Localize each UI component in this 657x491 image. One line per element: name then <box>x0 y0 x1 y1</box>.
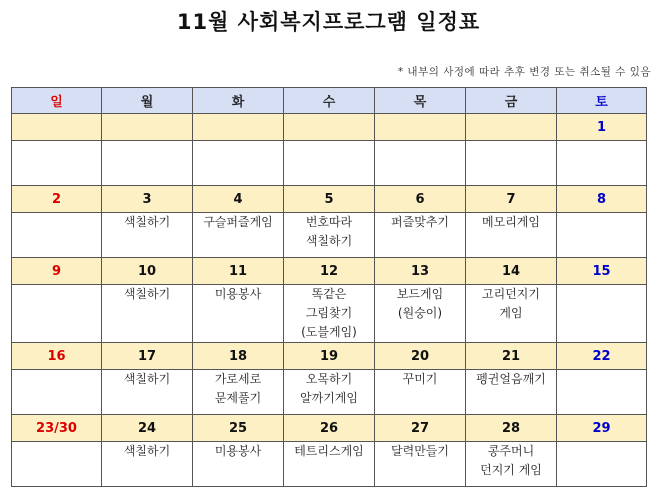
date-cell-sat: 22 <box>557 343 647 370</box>
activity-cell-thu <box>375 141 466 186</box>
activity-cell-wed <box>284 285 375 343</box>
weekday-thu: 목 <box>375 88 466 114</box>
activity-cell-mon <box>102 442 193 487</box>
weekday-wed: 수 <box>284 88 375 114</box>
activity-label: 알까기게임 <box>300 391 358 405</box>
activity-row <box>12 141 647 186</box>
date-row <box>12 258 647 285</box>
activity-label: 미용봉사 <box>214 444 262 458</box>
date-cell-tue: 18 <box>193 343 284 370</box>
weekday-header-row <box>12 88 647 114</box>
activity-label: 오목하기 <box>305 372 353 386</box>
activity-label: 번호따라 <box>305 215 353 229</box>
activity-cell-mon <box>102 370 193 415</box>
date-cell-tue <box>193 114 284 141</box>
activity-cell-mon <box>102 213 193 258</box>
activity-cell-sat <box>557 141 647 186</box>
date-cell-sun: 9 <box>12 258 102 285</box>
activity-cell-thu <box>375 213 466 258</box>
activity-label: 퍼즐맞추기 <box>391 215 449 229</box>
date-cell-tue: 25 <box>193 415 284 442</box>
weekday-mon: 월 <box>102 88 193 114</box>
activity-label: 메모리게임 <box>482 215 540 229</box>
activity-cell-sun <box>12 370 102 415</box>
activity-cell-sun <box>12 442 102 487</box>
activity-label: 고리던지기 <box>482 287 540 301</box>
activity-cell-thu <box>375 370 466 415</box>
activity-cell-tue <box>193 370 284 415</box>
date-cell-wed: 19 <box>284 343 375 370</box>
activity-cell-sun <box>12 285 102 343</box>
date-cell-sun <box>12 114 102 141</box>
activity-label: 꾸미기 <box>402 372 438 386</box>
date-cell-wed: 12 <box>284 258 375 285</box>
date-cell-sun: 16 <box>12 343 102 370</box>
date-cell-mon: 17 <box>102 343 193 370</box>
date-cell-tue: 11 <box>193 258 284 285</box>
activity-label: 가로세로 <box>214 372 262 386</box>
date-cell-wed: 26 <box>284 415 375 442</box>
date-cell-fri: 21 <box>466 343 557 370</box>
schedule-notice: * 내부의 사정에 따라 추후 변경 또는 취소될 수 있음 <box>397 66 651 78</box>
activity-cell-tue <box>193 442 284 487</box>
date-cell-thu: 27 <box>375 415 466 442</box>
activity-cell-sat <box>557 213 647 258</box>
weekday-sat: 토 <box>557 88 647 114</box>
activity-cell-thu <box>375 442 466 487</box>
activity-label: 색칠하기 <box>123 215 171 229</box>
date-cell-sun: 2 <box>12 186 102 213</box>
date-cell-sat: 8 <box>557 186 647 213</box>
date-cell-thu: 6 <box>375 186 466 213</box>
date-cell-sat: 15 <box>557 258 647 285</box>
activity-cell-thu <box>375 285 466 343</box>
activity-cell-sat <box>557 370 647 415</box>
activity-cell-mon <box>102 285 193 343</box>
activity-cell-fri <box>466 285 557 343</box>
date-cell-fri: 28 <box>466 415 557 442</box>
date-cell-fri: 14 <box>466 258 557 285</box>
activity-cell-sun <box>12 213 102 258</box>
date-cell-sun: 23/30 <box>12 415 102 442</box>
date-cell-fri: 7 <box>466 186 557 213</box>
activity-label: 색칠하기 <box>123 287 171 301</box>
activity-label: (도블게임) <box>301 325 357 339</box>
activity-cell-sat <box>557 442 647 487</box>
date-cell-mon: 10 <box>102 258 193 285</box>
activity-cell-wed <box>284 141 375 186</box>
activity-cell-tue <box>193 213 284 258</box>
activity-row <box>12 442 647 487</box>
activity-cell-fri <box>466 442 557 487</box>
date-row <box>12 186 647 213</box>
activity-label: 그림찾기 <box>305 306 353 320</box>
activity-cell-fri <box>466 213 557 258</box>
date-cell-fri <box>466 114 557 141</box>
date-cell-wed: 5 <box>284 186 375 213</box>
activity-cell-wed <box>284 370 375 415</box>
activity-label: 색칠하기 <box>123 444 171 458</box>
activity-cell-sun <box>12 141 102 186</box>
activity-row <box>12 213 647 258</box>
activity-cell-fri <box>466 370 557 415</box>
activity-label: 보드게임 <box>396 287 444 301</box>
date-cell-mon <box>102 114 193 141</box>
activity-label: 똑같은 <box>311 287 347 301</box>
date-row <box>12 415 647 442</box>
activity-label: 색칠하기 <box>305 234 353 248</box>
weekday-sun: 일 <box>12 88 102 114</box>
activity-label: 문제풀기 <box>214 391 262 405</box>
weekday-fri: 금 <box>466 88 557 114</box>
date-cell-thu: 13 <box>375 258 466 285</box>
activity-label: 던지기 게임 <box>480 463 542 477</box>
date-cell-tue: 4 <box>193 186 284 213</box>
page-title: 11월 사회복지프로그램 일정표 <box>176 10 481 34</box>
activity-cell-wed <box>284 442 375 487</box>
activity-label: 펭귄얼음깨기 <box>476 372 546 386</box>
activity-label: 미용봉사 <box>214 287 262 301</box>
date-row <box>12 114 647 141</box>
activity-label: 게임 <box>499 306 523 320</box>
activity-cell-tue <box>193 285 284 343</box>
activity-cell-sat <box>557 285 647 343</box>
activity-row <box>12 370 647 415</box>
date-cell-thu <box>375 114 466 141</box>
date-cell-sat: 1 <box>557 114 647 141</box>
activity-label: (원숭이) <box>397 306 443 320</box>
date-cell-sat: 29 <box>557 415 647 442</box>
activity-label: 달력만들기 <box>391 444 449 458</box>
activity-cell-tue <box>193 141 284 186</box>
activity-cell-wed <box>284 213 375 258</box>
date-row <box>12 343 647 370</box>
date-cell-wed <box>284 114 375 141</box>
activity-label: 색칠하기 <box>123 372 171 386</box>
activity-row <box>12 285 647 343</box>
date-cell-thu: 20 <box>375 343 466 370</box>
activity-label: 콩주머니 <box>487 444 535 458</box>
date-cell-mon: 3 <box>102 186 193 213</box>
calendar-body <box>12 114 647 487</box>
activity-cell-mon <box>102 141 193 186</box>
activity-cell-fri <box>466 141 557 186</box>
weekday-tue: 화 <box>193 88 284 114</box>
schedule-calendar <box>11 87 647 487</box>
activity-label: 테트리스게임 <box>294 444 364 458</box>
date-cell-mon: 24 <box>102 415 193 442</box>
activity-label: 구슬퍼즐게임 <box>203 215 273 229</box>
